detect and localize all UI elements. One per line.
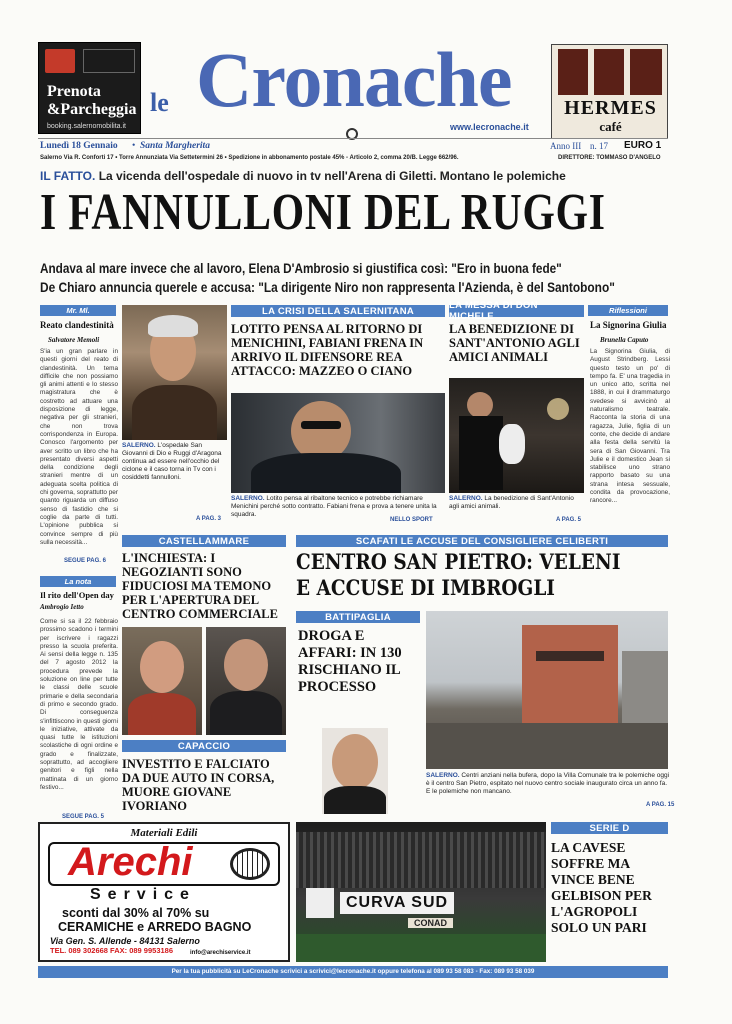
salernitana-photo-head (291, 401, 351, 461)
right-ad-block-1 (558, 49, 588, 95)
battipaglia-band: BATTIPAGLIA (296, 611, 420, 623)
salernitana-caption-text: Lotito pensa al ribaltone tecnico e potrebbe richiamare Menichini perché sotto contratto. Fabiani frena e prova a tenere unita la squadra. (231, 495, 437, 518)
messa-caption-text: La benedizione di Sant'Antonio agli amici animali. (449, 495, 574, 510)
right-ad-block-3 (630, 49, 662, 95)
arechi-brand: Arechi (68, 840, 193, 884)
left-ad-logo-2 (83, 49, 135, 73)
arechi-phones: TEL. 089 302668 FAX: 089 9953186 (50, 946, 174, 955)
mrml-tag: Mr. Ml. (40, 305, 116, 316)
messa-headline[interactable]: LA BENEDIZIONE DI SANT'ANTONIO AGLI AMICI ANIMALI (449, 322, 580, 364)
scafati-headline-2[interactable]: E ACCUSE DI IMBROGLI (296, 575, 555, 600)
lanota-title[interactable]: Il rito dell'Open day (40, 590, 114, 600)
lead-kicker-text: La vicenda dell'ospedale di nuovo in tv nell'Arena di Giletti. Montano le polemiche (98, 169, 566, 183)
castellammare-photo-1-face (140, 641, 184, 693)
battipaglia-photo-face (332, 734, 378, 790)
left-ad-url: booking.salernomobilita.it (47, 123, 126, 130)
ruggi-page[interactable]: A PAG. 3 (196, 516, 222, 522)
mrml-author: Salvatore Memoli (48, 336, 100, 344)
arechi-top: Materiali Edili (130, 827, 198, 839)
serie-d-band: SERIE D (551, 822, 668, 834)
right-ad-brand: HERMES (564, 97, 657, 119)
ruggi-caption-place: SALERNO. (122, 442, 156, 449)
battipaglia-photo-shirt (324, 786, 386, 814)
footer-bar: Per la tua pubblicità su LeCronache scrivici a scrivici@lecronache.it oppure telefona al 089 93 58 083 - Fax: 089 93 58 039 (38, 966, 668, 978)
arechi-sub: Service (90, 886, 196, 903)
salernitana-caption-place: SALERNO. (231, 495, 265, 502)
ruggi-photo-hair (148, 315, 198, 337)
scafati-headline-1[interactable]: CENTRO SAN PIETRO: VELENI (296, 549, 621, 574)
castellammare-photo-1 (122, 627, 202, 735)
riflessioni-title[interactable]: La Signorina Giulia (590, 320, 667, 330)
masthead-site[interactable]: www.lecronache.it (450, 122, 529, 132)
castellammare-band: CASTELLAMMARE (122, 535, 286, 547)
curva-crowd (296, 832, 546, 888)
ruggi-photo (122, 305, 227, 440)
lanota-more[interactable]: SEGUE PAG. 5 (62, 814, 104, 820)
arechi-offer-2: CERAMICHE e ARREDO BAGNO (58, 920, 252, 934)
castellammare-photo-2-suit (210, 691, 282, 735)
capaccio-headline[interactable]: INVESTITO E FALCIATO DA DUE AUTO IN CORSA, MUORE GIOVANE IVORIANO (122, 757, 275, 813)
scafati-photo-road (426, 723, 668, 769)
messa-caption-place: SALERNO. (449, 495, 483, 502)
messa-caption (449, 495, 584, 511)
salernitana-headline[interactable]: LOTITO PENSA AL RITORNO DI MENICHINI, FABIANI FRENA IN ARRIVO IL DIFENSORE REA ATTACCO: MAZZEO O CIANO (231, 322, 424, 378)
salernitana-photo (231, 393, 445, 493)
lead-headline[interactable]: I FANNULLONI DEL RUGGI (40, 184, 606, 241)
issue-date: Lunedì 18 Gennaio (40, 141, 118, 151)
issue-year: Anno III (550, 141, 582, 151)
curva-photo (296, 822, 546, 962)
masthead-prefix: le (150, 88, 169, 117)
salernitana-page[interactable]: NELLO SPORT (390, 517, 433, 523)
messa-band: LA MESSA DI DON MICHELE (449, 305, 584, 317)
lanota-body: Come si sa il 22 febbraio prossimo scadono i termini per iscrivere i ragazzi presso la scuola preferita. Ai sensi della legge n. 135 del 7 agosto 2012 la procedura prevede la soluzione on line per tutte le classi delle scuole primarie e della secondaria di primo e secondo grado. Di conseguenza s'infittiscono in questi giorni le iniziative, attivate da quasi tutte le istituzioni scolastiche di ogni ordine e grado e finalizzate, soprattutto, ad accogliere genitori e figli nella mattinata di un giorno festivo... (40, 618, 118, 791)
scafati-photo-windows (536, 651, 604, 661)
messa-page[interactable]: A PAG. 5 (556, 517, 582, 523)
lead-sub-2: De Chiaro annuncia querele e accusa: "La dirigente Niro non rappresenta l'Azienda, è del Santobono" (40, 279, 615, 295)
curva-flag (306, 888, 334, 918)
battipaglia-photo (322, 728, 388, 814)
curva-sponsor: CONAD (408, 918, 453, 928)
arechi-address: Via Gen. S. Allende - 84131 Salerno (50, 936, 200, 946)
lead-kicker (40, 169, 566, 183)
issue-number: n. 17 (590, 141, 608, 151)
lanota-author: Ambrogio Ietto (40, 603, 84, 611)
masthead-title: Cronache (196, 36, 512, 123)
arechi-offer: sconti dal 30% al 70% su (62, 906, 210, 920)
masthead-rule (38, 138, 668, 139)
messa-photo-animal (499, 424, 525, 464)
castellammare-photo-1-shirt (128, 693, 196, 735)
salernitana-photo-glasses (301, 421, 341, 429)
right-ad[interactable] (551, 44, 668, 139)
left-ad-line2: &Parcheggia (47, 101, 137, 118)
battipaglia-caption-place: SALERNO. (426, 772, 460, 779)
masthead-director: DIRETTORE: TOMMASO D'ANGELO (558, 155, 661, 161)
curva-pitch (296, 934, 546, 962)
salernitana-photo-body (251, 453, 401, 493)
ruggi-photo-shirt (132, 385, 217, 440)
scafati-photo-building-2 (622, 651, 668, 725)
issue-price: EURO 1 (624, 140, 662, 151)
messa-photo-person (467, 392, 493, 418)
lead-sub-1: Andava al mare invece che al lavoro, Elena D'Ambrosio si giustifica così: "Ero in buona fede" (40, 260, 562, 276)
scafati-photo-building (522, 625, 618, 725)
scafati-photo (426, 611, 668, 769)
capaccio-band: CAPACCIO (122, 740, 286, 752)
ruggi-caption (122, 442, 228, 482)
battipaglia-caption (426, 772, 670, 796)
castellammare-headline[interactable]: L'INCHIESTA: I NEGOZIANTI SONO FIDUCIOSI MA TEMONO PER L'APERTURA DEL CENTRO COMMERCIALE (122, 551, 278, 621)
salernitana-caption (231, 495, 445, 519)
riflessioni-tag: Riflessioni (588, 305, 668, 316)
curva-banner: CURVA SUD (340, 892, 454, 914)
messa-photo (449, 378, 584, 493)
messa-photo-light (547, 398, 569, 420)
battipaglia-page[interactable]: A PAG. 15 (646, 802, 675, 808)
masthead-addresses: Salerno Via R. Conforti 17 • Torre Annunziata Via Settetermini 26 • Spedizione in abbonamento postale 45% - Articolo 2, comma 20/B. Legge 662/96. (40, 155, 459, 161)
mrml-more[interactable]: SEGUE PAG. 6 (64, 558, 106, 564)
left-ad-logo (45, 49, 75, 73)
mrml-body: S'ia un gran parlare in questi giorni del reato di clandestinità. Un tema difficile che non possiamo gli animi attenti e lo stesso magistratura che è costretto ad attuare una disposizione di legge, negativa per gli stranieri, che non trova corrispondenza in Europa. Conosco l'argomento per aver scritto un libro che ha presentato diversi aspetti della condizione degli stranieri mentre di un adeguata scelta politica di chi governa, soprattutto per quanto riguarda un diffuso senso di fastidio che si coglie da parte di tutti. L'opinione pubblica si convince sempre di più sulla necessità... (40, 348, 118, 546)
ruggi-caption-text: L'ospedale San Giovanni di Dio e Ruggi d'Aragona continua ad essere nell'occhio del ciclone e il caso torna in Tv con i cosiddetti fannulloni. (122, 442, 222, 481)
battipaglia-caption-text: Centri anziani nella bufera, dopo la Villa Comunale tra le polemiche oggi è il centro San Pietro, espitato nel nuovo centro sociale inaugurato circa un anno fa. E le polemiche non mancano. (426, 772, 670, 795)
arechi-ad[interactable] (38, 822, 290, 962)
lead-kicker-label: IL FATTO. (40, 169, 96, 183)
castellammare-photo-2-face (224, 639, 268, 691)
arechi-globe-icon (230, 848, 270, 880)
riflessioni-author: Brunella Caputo (600, 336, 649, 344)
right-ad-sub: café (599, 119, 622, 134)
mrml-title[interactable]: Reato clandestinità (40, 320, 114, 330)
riflessioni-body: La Signorina Giulia, di August Strindberg. Lessi questo testo un po' di tempo fa. E' una tragedia in un unico atto, scritta nel 1888, in cui il drammaturgo svedese si avvicinò al naturalismo teatrale. Racconta la storia di una ragazza, Julie, figlia di un conte, che decide di andare alla festa della servitù la sera di San Giovanni. Tra Julie e il domestico Jean si stabilisce uno strano rapporto basato su una strana intesa sessuale, condita da provocazione, rancore... (590, 348, 670, 505)
left-ad[interactable] (38, 42, 141, 134)
serie-d-headline[interactable]: LA CAVESE SOFFRE MA VINCE BENE GELBISON PER L'AGROPOLI SOLO UN PARI (551, 840, 652, 935)
battipaglia-headline[interactable]: DROGA E AFFARI: IN 130 RISCHIANO IL PROCESSO (298, 628, 402, 695)
right-ad-block-2 (594, 49, 624, 95)
messa-photo-robe (459, 416, 503, 490)
castellammare-photo-2 (206, 627, 286, 735)
scafati-band: SCAFATI LE ACCUSE DEL CONSIGLIERE CELIBERTI (296, 535, 668, 547)
left-ad-line1: Prenota (47, 83, 101, 100)
arechi-email: info@arechiservice.it (190, 950, 251, 956)
issue-saint: Santa Margherita (140, 141, 210, 151)
lanota-tag: La nota (40, 576, 116, 587)
salernitana-band: LA CRISI DELLA SALERNITANA (231, 305, 445, 317)
date-bullet: • (132, 141, 136, 151)
